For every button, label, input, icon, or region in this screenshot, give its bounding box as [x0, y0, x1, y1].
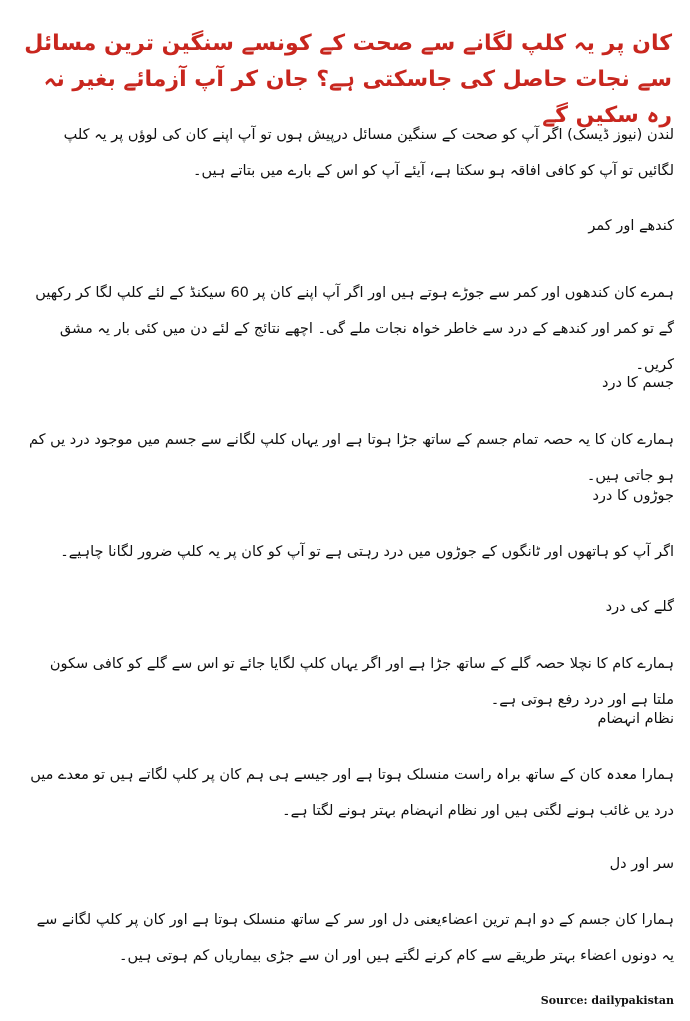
article-intro: لندن (نیوز ڈیسک) اگر آپ کو صحت کے سنگین مسائل درپیش ہوں تو آپ اپنے کان کی لوﺅں پر یہ کلپ لگائیں تو آپ کو کافی افاقہ ہو سکتا ہے، آیئے آپ کو اس کے بارے میں بتاتے ہیں۔ [63, 127, 674, 179]
section-body-throat-pain: ہمارے کام کا نچلا حصہ گلے کے ساتھ جڑا ہے اور اگر یہاں کلپ لگایا جائے تو اس سے گلے کو کافی سکون ملتا ہے اور درد رفع ہوتی ہے۔ [49, 656, 674, 708]
section-body-body-pain: ہمارے کان کا یہ حصہ تمام جسم کے ساتھ جڑا ہوتا ہے اور یہاں کلپ لگانے سے جسم میں موجود درد یں کم ہو جاتی ہیں۔ [28, 432, 674, 484]
section-heading-joint-pain: جوڑوں کا درد [592, 488, 674, 504]
source-credit: Source: dailypakistan [540, 994, 674, 1007]
section-heading-digestion: نظام انہضام [597, 711, 674, 727]
section-heading-body-pain: جسم کا درد [601, 375, 674, 391]
section-body-shoulders-back: ہمرے کان کندھوں اور کمر سے جوڑے ہوتے ہیں اور اگر آپ اپنے کان پر 60 سیکنڈ کے لئے کلپ لگا کر رکھیں گے تو کمر اور کندھے کے درد سے خاطر خواہ نجات ملے گی۔ اچھے نتائج کے لئے دن میں کئی بار یہ مشق کریں۔ [35, 285, 674, 373]
article-title: کان پر یہ کلپ لگانے سے صحت کے کونسے سنگین ترین مسائل سے نجات حاصل کی جاسکتی ہے؟ جان کر آپ آزمائے بغیر نہ رہ سکیں گے [24, 31, 672, 128]
section-body-head-heart: ہمارا کان جسم کے دو اہم ترین اعضاءیعنی دل اور سر کے ساتھ منسلک ہوتا ہے اور کان پر کلپ لگانے سے یہ دونوں اعضاء بہتر طریقے سے کام کرنے لگتے ہیں اور ان سے جڑی بیماریاں کم ہوتی ہیں۔ [36, 912, 674, 964]
section-body-digestion: ہمارا معدہ کان کے ساتھ براہ راست منسلک ہوتا ہے اور جیسے ہی ہم کان پر کلپ لگاتے ہیں تو معدے میں درد یں غائب ہونے لگتی ہیں اور نظام انہضام بہتر ہونے لگتا ہے۔ [30, 767, 674, 819]
section-heading-shoulders-back: کندھے اور کمر [588, 218, 674, 234]
section-heading-head-heart: سر اور دل [609, 856, 674, 872]
section-body-joint-pain: اگر آپ کو ہاتھوں اور ٹانگوں کے جوڑوں میں درد رہتی ہے تو آپ کو کان پر یہ کلپ ضرور لگانا چاہیے۔ [60, 544, 674, 560]
section-heading-throat-pain: گلے کی درد [605, 599, 674, 615]
